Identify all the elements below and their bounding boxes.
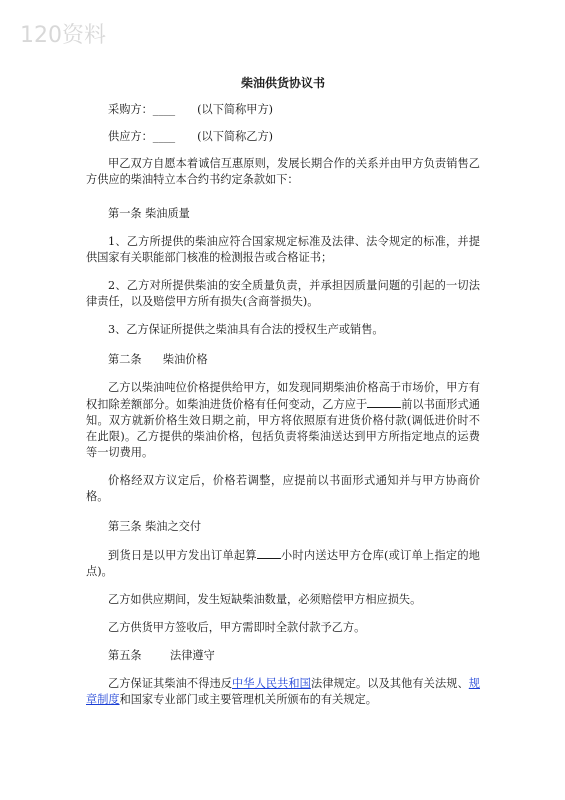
section-1-clause-3: 3、乙方保证所提供之柴油具有合法的授权生产或销售。 (108, 323, 384, 336)
section-1-heading: 第一条 柴油质量 (108, 207, 190, 220)
section-3-clause-1 (86, 547, 480, 580)
buyer-label: 采购方：____ (108, 103, 176, 116)
section-3-heading: 第三条 柴油之交付 (108, 520, 202, 533)
buyer-note: (以下简称甲方) (197, 103, 273, 116)
section-3-clause-3: 乙方供货甲方签收后，甲方需即时全款付款予乙方。 (108, 621, 366, 634)
prc-law-link[interactable]: 中华人民共和国 (232, 677, 311, 690)
section-2-clause-1-part-a: 乙方以柴油吨位价格提供给甲方，如发现同期柴油价格高于市场价，甲方有权扣除差额部分。如柴油进货价格有任何变动，乙方应于 (86, 381, 480, 411)
section-3-clause-2: 乙方如供应期间，发生短缺柴油数量，必须赔偿甲方相应损失。 (108, 593, 422, 606)
section-5-clause-1 (86, 676, 480, 708)
document-page (86, 75, 480, 708)
supplier-label: 供应方：____ (108, 130, 176, 143)
section-3-clause-1-part-b: 小时内送达甲方仓库(或订单上指定的地点)。 (86, 549, 480, 578)
delivery-hours-blank (257, 547, 281, 559)
section-5-heading: 第五条 法律遵守 (108, 649, 215, 662)
section-2-heading: 第二条 柴油价格 (108, 353, 208, 366)
regulations-link[interactable]: 规章制度 (86, 677, 480, 706)
section-2-clause-2: 价格经双方议定后，价格若调整，应提前以书面形式通知并与甲方协商价格。 (86, 474, 480, 503)
section-2-clause-1 (86, 380, 480, 461)
section-5-clause-1-part-a: 乙方保证其柴油不得违反 (108, 677, 233, 690)
section-5-clause-1-part-b: 法律规定。以及其他有关法规、 (310, 677, 469, 690)
document-title: 柴油供货协议书 (240, 76, 325, 90)
supplier-note: (以下简称乙方) (197, 130, 273, 143)
supplier-line (86, 129, 480, 145)
buyer-line (86, 102, 480, 118)
section-3-clause-1-part-a: 到货日是以甲方发出订单起算 (108, 549, 257, 562)
notice-period-blank (367, 396, 401, 408)
section-1-clause-2: 2、乙方对所提供柴油的安全质量负责，并承担因质量问题的引起的一切法律责任，以及赔偿甲方所有损失(含商誉损失)。 (86, 279, 480, 308)
section-5-clause-1-part-c: 和国家专业部门或主要管理机关所颁布的有关规定。 (119, 693, 377, 706)
section-1-clause-1: 1、乙方所提供的柴油应符合国家规定标准及法律、法令规定的标准，并提供国家有关职能部门核准的检测报告或合格证书； (86, 235, 480, 264)
intro-paragraph: 甲乙双方自愿本着诚信互惠原则，发展长期合作的关系并由甲方负责销售乙方供应的柴油特立本合约书约定条款如下： (86, 157, 480, 186)
watermark-logo: 120资料 (20, 23, 106, 48)
section-2-clause-1-part-b: 前以书面形式通知。双方就新价格生效日期之前，甲方将依照原有进货价格付款(调低进价时不在此限)。乙方提供的柴油价格，包括负责将柴油送达到甲方所指定地点的运费等一切费用。 (86, 398, 480, 459)
